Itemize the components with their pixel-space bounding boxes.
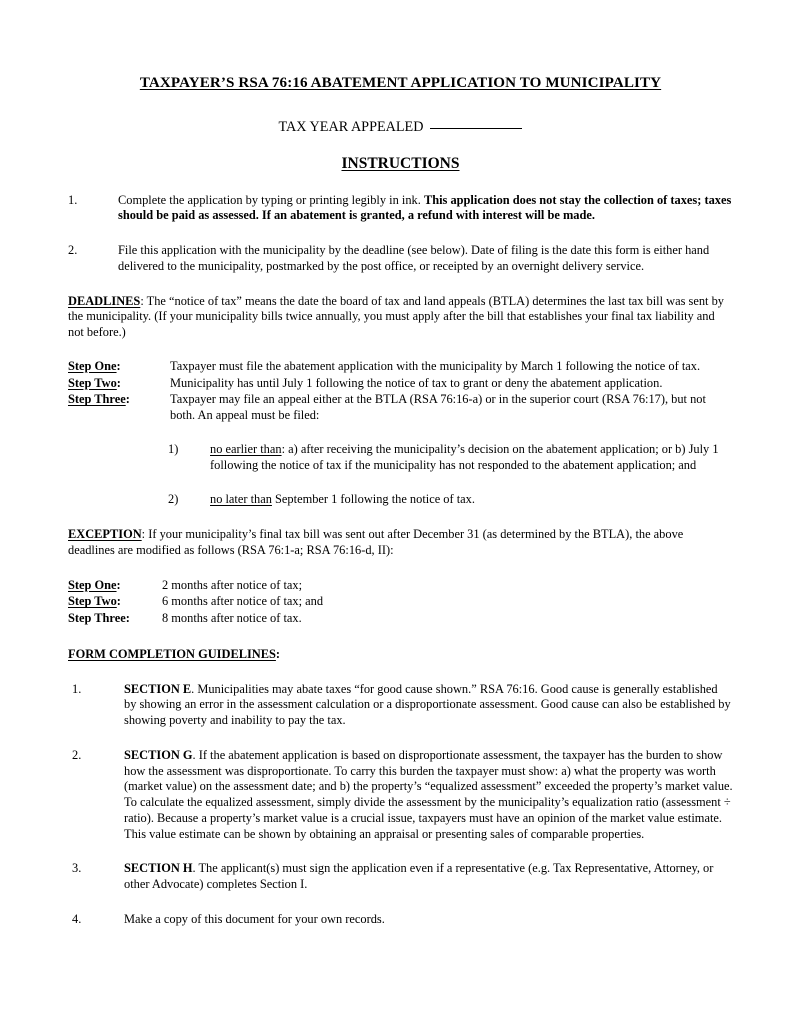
guideline-item-1 [68, 682, 733, 729]
guideline-marker: 2. [72, 747, 82, 762]
page-title [68, 74, 733, 93]
appeal-condition-2 [68, 492, 733, 508]
deadline-step-three-label-text: Step Three [68, 392, 126, 407]
exception-step-one-colon: : [116, 577, 121, 592]
guideline-item-4 [68, 912, 733, 928]
exception-step-two-colon: : [116, 594, 121, 609]
deadline-step-three [68, 392, 733, 424]
exception-step-two-label [68, 594, 121, 610]
guideline-section-label: SECTION H [124, 861, 193, 876]
deadlines-label: DEADLINES [68, 293, 141, 308]
tax-year-appealed-label: TAX YEAR APPEALED [278, 118, 424, 135]
guideline-section-label: SECTION E [124, 681, 192, 696]
deadline-step-three-colon: : [125, 392, 130, 407]
deadline-step-one-colon: : [116, 358, 121, 373]
guideline-text: Make a copy of this document for your own records. [124, 911, 385, 926]
deadlines-separator: : [140, 293, 147, 308]
exception-body: If your municipality’s final tax bill was sent out after December 31 (as determined by the BTLA), the above deadlines are modified as follows (RSA 76:1-a; RSA 76:16-d, II): [68, 527, 684, 557]
exception-step-one-label-text: Step One [68, 577, 117, 592]
guideline-body [124, 748, 733, 843]
appeal-condition-lead: no later than [210, 492, 272, 507]
appeal-conditions-list [68, 442, 733, 508]
exception-steps [68, 578, 733, 627]
instruction-text-plain: Complete the application by typing or printing legibly in ink. [118, 192, 424, 207]
exception-step-three-colon: : [125, 611, 130, 626]
guidelines-list [68, 682, 733, 928]
guideline-text: . If the abatement application is based on disproportionate assessment, the taxpayer has the burden to show how the assessment was disproportionate. To carry this burden the taxpayer must show: a) what the property was worth (market value) on the assessment date; and b) the property’s “equalized assessment” exceeded the property’s market value. To calculate the equalized assessment, simply divide the assessment by the municipality’s equalization ratio (assessment ÷ ratio). Because a property’s market value is a crucial issue, taxpayers must have an opinion of the market value estimate. This value estimate can be shown by obtaining an appraisal or presenting sales of comparable properties. [124, 747, 733, 841]
exception-label: EXCEPTION [68, 527, 142, 542]
exception-step-one-text: 2 months after notice of tax; [162, 577, 303, 592]
appeal-condition-1 [68, 442, 733, 474]
deadlines-paragraph [68, 294, 733, 341]
instruction-text-bold: This application does not stay the collection of taxes; taxes should be paid as assessed. If an abatement is granted, a refund with interest will be made. [118, 192, 732, 223]
page-title-text: TAXPAYER’S RSA 76:16 ABATEMENT APPLICATION TO MUNICIPALITY [139, 75, 662, 91]
guideline-body [124, 912, 733, 928]
instruction-marker: 2. [68, 243, 78, 258]
exception-step-three-text: 8 months after notice of tax. [162, 611, 302, 626]
exception-step-two [68, 594, 733, 610]
guideline-body [124, 682, 733, 729]
deadline-step-two-text: Municipality has until July 1 following the notice of tax to grant or deny the abatement application. [170, 375, 663, 390]
instruction-text-plain: File this application with the municipality by the deadline (see below). Date of filing is the date this form is either hand delivered to the municipality, postmarked by the post office, or receipted by an overnight delivery service. [118, 243, 710, 273]
exception-step-three-label-text: Step Three [68, 611, 126, 626]
instruction-body [118, 243, 733, 275]
exception-separator: : [141, 527, 149, 542]
deadline-step-two [68, 376, 733, 392]
deadline-step-two-label [68, 376, 121, 392]
instruction-item-2 [68, 243, 733, 275]
document-content [68, 0, 733, 928]
deadline-step-three-label [68, 392, 130, 408]
appeal-condition-marker: 1) [168, 441, 179, 456]
instructions-heading-text: INSTRUCTIONS [341, 154, 460, 172]
guideline-marker: 3. [72, 861, 82, 876]
deadline-step-three-text: Taxpayer may file an appeal either at the BTLA (RSA 76:16-a) or in the superior court (RSA 76:17), but not both. An appeal must be filed: [170, 392, 706, 423]
guideline-marker: 4. [72, 911, 82, 926]
instruction-item-1 [68, 193, 733, 225]
deadlines-body: The “notice of tax” means the date the board of tax and land appeals (BTLA) determines the last tax bill was sent by the municipality. (If your municipality bills twice annually, you must apply after the bill that establishes your final tax liability and not before.) [68, 293, 724, 340]
exception-paragraph [68, 527, 733, 559]
guideline-body [124, 861, 733, 893]
deadline-step-two-colon: : [116, 375, 121, 390]
tax-year-appealed-line [68, 115, 733, 136]
exception-step-two-label-text: Step Two [68, 594, 117, 609]
deadline-step-two-label-text: Step Two [68, 375, 117, 390]
deadline-step-one-label [68, 359, 121, 375]
appeal-condition-body [210, 442, 733, 474]
instruction-marker: 1. [68, 192, 78, 207]
instructions-heading [68, 154, 733, 174]
guideline-item-3 [68, 861, 733, 893]
appeal-condition-marker: 2) [168, 492, 179, 507]
deadline-steps [68, 359, 733, 424]
guideline-text: . Municipalities may abate taxes “for good cause shown.” RSA 76:16. Good cause is generally established by showing an error in the assessment calculation or a disproportionate assessment. Good cause can also be established by showing poverty and inability to pay the tax. [124, 681, 731, 728]
deadline-step-one-label-text: Step One [68, 358, 117, 373]
exception-step-two-text: 6 months after notice of tax; and [162, 594, 324, 609]
instruction-body [118, 193, 733, 225]
tax-year-appealed-input[interactable] [430, 115, 522, 129]
form-completion-guidelines-heading-colon: : [275, 646, 281, 661]
appeal-condition-rest: September 1 following the notice of tax. [271, 492, 475, 507]
guideline-section-label: SECTION G [124, 747, 193, 762]
appeal-condition-rest: : a) after receiving the municipality’s decision on the abatement application; or b) July 1 following the notice of tax if the municipality has not responded to the abatement application; and [210, 441, 719, 472]
form-completion-guidelines-heading-text: FORM COMPLETION GUIDELINES [68, 646, 276, 661]
appeal-condition-body [210, 492, 733, 508]
exception-step-three-label [68, 611, 130, 627]
deadline-step-one-text: Taxpayer must file the abatement application with the municipality by March 1 following the notice of tax. [170, 358, 701, 373]
exception-step-one-label [68, 578, 121, 594]
guideline-marker: 1. [72, 681, 82, 696]
appeal-condition-lead: no earlier than [210, 441, 282, 456]
deadline-step-one [68, 359, 733, 375]
exception-step-three [68, 611, 733, 627]
guideline-item-2 [68, 748, 733, 843]
guideline-text: . The applicant(s) must sign the application even if a representative (e.g. Tax Representative, Attorney, or other Advocate) completes Section I. [124, 861, 714, 892]
form-completion-guidelines-heading [68, 647, 733, 663]
exception-step-one [68, 578, 733, 594]
